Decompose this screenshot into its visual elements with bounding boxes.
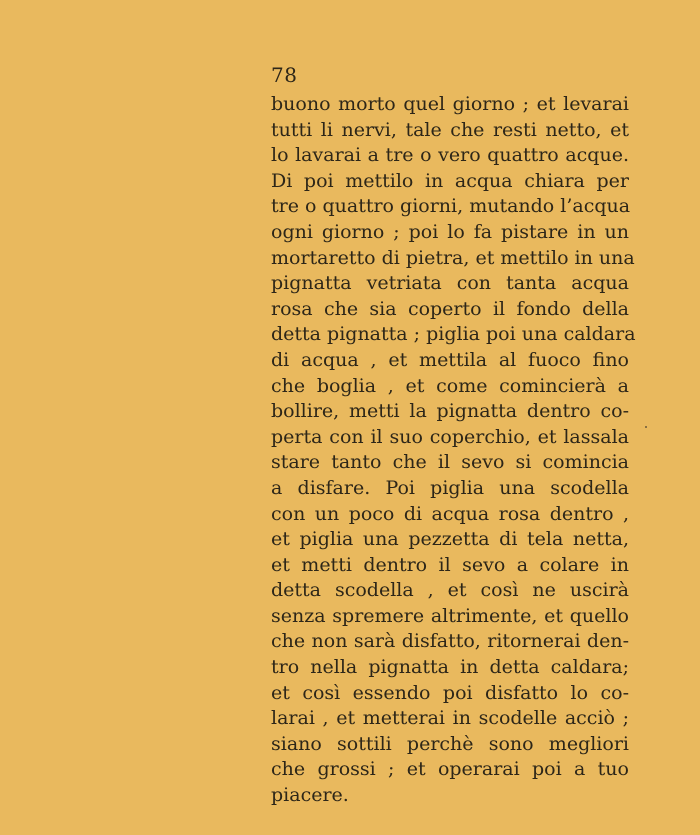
text-line: et metti dentro il sevo a colare in — [271, 553, 629, 576]
text-line: ogni giorno ; poi lo fa pistare in un — [271, 220, 629, 243]
text-line: piacere. — [271, 784, 349, 807]
text-line: che non sarà disfatto, ritornerai den- — [271, 630, 629, 653]
text-line: buono morto quel giorno ; et levarai — [271, 93, 629, 115]
text-line: lo lavarai a tre o vero quattro acque. — [271, 144, 629, 167]
text-line: a disfare. Poi piglia una scodella — [271, 476, 629, 499]
text-line: detta scodella , et così ne uscirà — [271, 579, 629, 602]
body-text — [271, 92, 636, 809]
text-line: di acqua , et mettila al fuoco fino — [271, 348, 629, 371]
text-line: larai , et metterai in scodelle acciò ; — [271, 707, 629, 730]
text-line: pignatta vetriata con tanta acqua — [271, 272, 629, 295]
text-line: et così essendo poi disfatto lo co- — [271, 681, 629, 704]
text-line: Di poi mettilo in acqua chiara per — [271, 169, 629, 192]
text-line: rosa che sia coperto il fondo della — [271, 297, 629, 320]
text-line: che boglia , et come comincierà a — [271, 374, 629, 397]
text-line: mortaretto di pietra, et mettilo in una — [271, 246, 635, 269]
text-line: stare tanto che il sevo si comincia — [271, 451, 629, 474]
text-line: et piglia una pezzetta di tela netta, — [271, 528, 629, 551]
text-line: bollire, metti la pignatta dentro co- — [271, 400, 629, 423]
text-line: con un poco di acqua rosa dentro , — [271, 502, 629, 525]
text-line: senza spremere altrimente, et quello — [271, 604, 629, 627]
text-line: siano sottili perchè sono megliori — [271, 732, 629, 755]
ink-speck — [645, 426, 647, 428]
text-line: che grossi ; et operarai poi a tuo — [271, 758, 629, 781]
text-line: tre o quattro giorni, mutando l’acqua — [271, 195, 631, 218]
text-line: detta pignatta ; piglia poi una caldara — [271, 323, 636, 346]
text-line: tutti li nervi, tale che resti netto, et — [271, 118, 629, 141]
text-line: tro nella pignatta in detta caldara; — [271, 656, 629, 679]
page-number: 78 — [271, 63, 298, 87]
text-line: perta con il suo coperchio, et lassala — [271, 425, 629, 448]
